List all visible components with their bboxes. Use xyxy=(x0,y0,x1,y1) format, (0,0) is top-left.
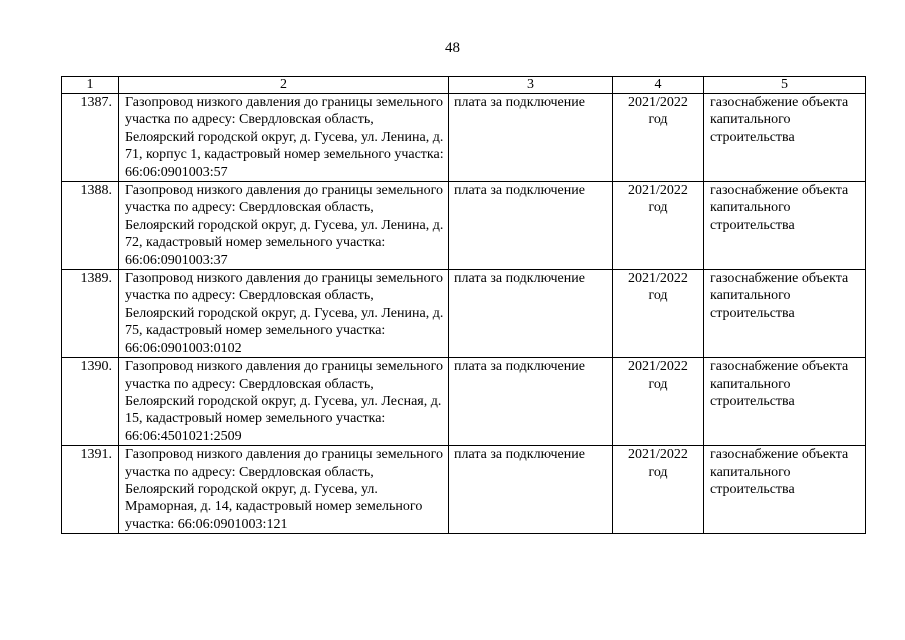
purpose: газоснабжение объекта капитального строительства xyxy=(704,270,866,358)
period-years: 2021/2022 xyxy=(628,271,688,287)
header-col-4: 4 xyxy=(613,77,704,94)
purpose: газоснабжение объекта капитального строительства xyxy=(704,182,866,270)
period-years: 2021/2022 xyxy=(628,359,688,375)
fee-type: плата за подключение xyxy=(449,182,613,270)
fee-type: плата за подключение xyxy=(449,446,613,534)
page-number: 48 xyxy=(445,40,460,56)
header-col-3: 3 xyxy=(449,77,613,94)
period-years: 2021/2022 xyxy=(628,447,688,463)
object-description: Газопровод низкого давления до границы земельного участка по адресу: Свердловская область, Белоярский городской округ, д. Гусева, ул. Ленина, д. 71, корпус 1, кадастровый номер земельного участка: 66:06:0901003:57 xyxy=(119,94,449,182)
fee-type: плата за подключение xyxy=(449,358,613,446)
table-header-row xyxy=(62,77,866,94)
table-row xyxy=(62,182,866,270)
row-number: 1390. xyxy=(62,358,119,446)
purpose: газоснабжение объекта капитального строительства xyxy=(704,446,866,534)
period-unit: год xyxy=(648,376,668,392)
object-description: Газопровод низкого давления до границы земельного участка по адресу: Свердловская область, Белоярский городской округ, д. Гусева, ул. Ленина, д. 72, кадастровый номер земельного участка: 66:06:0901003:37 xyxy=(119,182,449,270)
row-number: 1388. xyxy=(62,182,119,270)
period-unit: год xyxy=(648,200,668,216)
row-number: 1387. xyxy=(62,94,119,182)
purpose: газоснабжение объекта капитального строительства xyxy=(704,358,866,446)
header-col-5: 5 xyxy=(704,77,866,94)
table-row xyxy=(62,270,866,358)
table-row xyxy=(62,446,866,534)
row-number: 1391. xyxy=(62,446,119,534)
object-description: Газопровод низкого давления до границы земельного участка по адресу: Свердловская область, Белоярский городской округ, д. Гусева, ул. Лесная, д. 15, кадастровый номер земельного участка: 66:06:4501021:2509 xyxy=(119,358,449,446)
header-col-2: 2 xyxy=(119,77,449,94)
object-description: Газопровод низкого давления до границы земельного участка по адресу: Свердловская область, Белоярский городской округ, д. Гусева, ул. Мраморная, д. 14, кадастровый номер земельного участка: 66:06:0901003:121 xyxy=(119,446,449,534)
period-cell xyxy=(613,182,704,270)
period-cell xyxy=(613,358,704,446)
object-description: Газопровод низкого давления до границы земельного участка по адресу: Свердловская область, Белоярский городской округ, д. Гусева, ул. Ленина, д. 75, кадастровый номер земельного участка: 66:06:0901003:0102 xyxy=(119,270,449,358)
period-unit: год xyxy=(648,112,668,128)
row-number: 1389. xyxy=(62,270,119,358)
gas-connection-table xyxy=(61,76,866,534)
fee-type: плата за подключение xyxy=(449,94,613,182)
header-col-1: 1 xyxy=(62,77,119,94)
period-cell xyxy=(613,270,704,358)
period-cell xyxy=(613,94,704,182)
period-years: 2021/2022 xyxy=(628,183,688,199)
period-cell xyxy=(613,446,704,534)
fee-type: плата за подключение xyxy=(449,270,613,358)
period-unit: год xyxy=(648,288,668,304)
table-row xyxy=(62,358,866,446)
table-row xyxy=(62,94,866,182)
period-unit: год xyxy=(648,464,668,480)
period-years: 2021/2022 xyxy=(628,95,688,110)
purpose: газоснабжение объекта капитального строительства xyxy=(704,94,866,182)
